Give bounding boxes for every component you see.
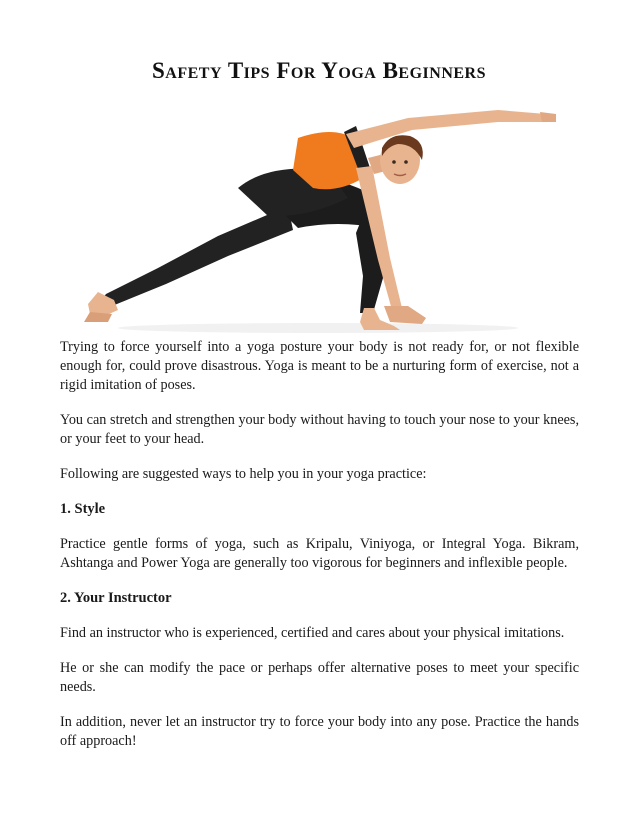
intro-paragraph-2: You can stretch and strengthen your body without having to touch your nose to your knees, or your feet to your head. bbox=[60, 412, 579, 447]
instructor-paragraph-2: He or she can modify the pace or perhaps offer alternative poses to meet your specific needs. bbox=[60, 660, 579, 695]
intro-paragraph-1: Trying to force yourself into a yoga posture your body is not ready for, or not flexible enough for, could prove disastrous. Yoga is meant to be a nurturing form of exercise, not a rigid imitation of poses. bbox=[60, 339, 579, 393]
article-body bbox=[60, 338, 579, 767]
intro-paragraph-3: Following are suggested ways to help you in your yoga practice: bbox=[60, 466, 427, 482]
style-paragraph: Practice gentle forms of yoga, such as Kripalu, Viniyoga, or Integral Yoga. Bikram, Ashtanga and Power Yoga are generally too vigorous for beginners and inflexible people. bbox=[60, 536, 579, 571]
page-title: Safety Tips For Yoga Beginners bbox=[151, 58, 486, 83]
yoga-woman-illustration bbox=[78, 108, 558, 336]
yoga-pose-photo bbox=[78, 108, 558, 336]
section-heading-instructor: 2. Your Instructor bbox=[60, 590, 172, 606]
instructor-paragraph-3: In addition, never let an instructor try to force your body into any pose. Practice the hands off approach! bbox=[60, 714, 579, 749]
instructor-paragraph-1: Find an instructor who is experienced, certified and cares about your physical imitations. bbox=[60, 625, 565, 641]
section-heading-style: 1. Style bbox=[60, 501, 106, 517]
